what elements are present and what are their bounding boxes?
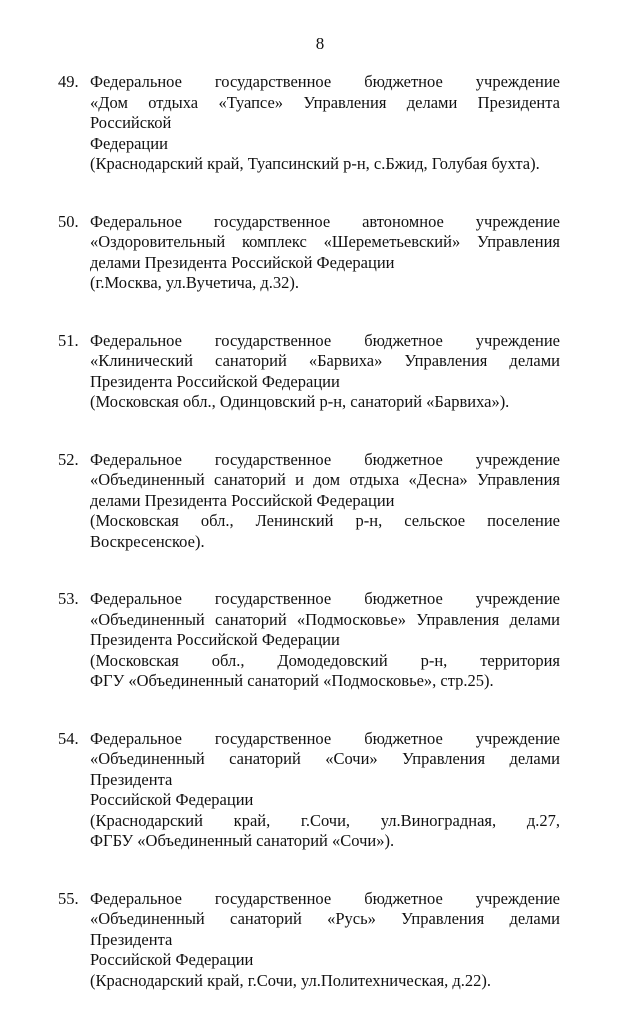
institution-name-line: Федеральное государственное бюджетное учреждение	[90, 589, 560, 608]
institution-name-line: «Объединенный санаторий «Сочи» Управления делами Президента	[90, 749, 560, 789]
list-item	[58, 450, 560, 553]
institution-name-line: «Дом отдыха «Туапсе» Управления делами Президента Российской	[90, 92, 560, 132]
institution-name-line: Президента Российской Федерации	[90, 630, 340, 649]
institution-name-line: Федеральное государственное бюджетное учреждение	[90, 72, 560, 91]
institution-name-line: делами Президента Российской Федерации	[90, 252, 395, 272]
institution-name-line: «Оздоровительный комплекс «Шереметьевский» Управления	[90, 232, 560, 251]
page-number: 8	[315, 34, 325, 53]
address-line: (Краснодарский край, г.Сочи, ул.Виноградная, д.27,	[90, 810, 560, 830]
institution-name-line: Федеральное государственное бюджетное учреждение	[90, 728, 560, 748]
item-number: 55.	[58, 888, 79, 908]
address-line: (Московская обл., Одинцовский р-н, санаторий «Барвиха»).	[90, 392, 510, 411]
institution-name-line: Федерации	[90, 133, 168, 153]
address-line: ФГУ «Объединенный санаторий «Подмосковье», стр.25).	[90, 671, 494, 690]
institution-name-line: Федеральное государственное бюджетное учреждение	[90, 449, 560, 469]
institution-name-line: Российской Федерации	[90, 950, 254, 969]
list-item	[58, 589, 560, 692]
address-line: (Краснодарский край, Туапсинский р-н, с.Бжид, Голубая бухта).	[90, 154, 540, 173]
list-item	[58, 331, 560, 413]
address-line: (Московская обл., Ленинский р-н, сельское поселение	[90, 511, 560, 530]
institution-name-line: «Объединенный санаторий «Подмосковье» Управления делами	[90, 609, 560, 629]
list-item	[58, 72, 560, 175]
entry-list	[58, 72, 560, 1028]
address-line: (Краснодарский край, г.Сочи, ул.Политехническая, д.22).	[90, 970, 492, 990]
institution-name-line: Президента Российской Федерации	[90, 371, 340, 391]
institution-name-line: Российской Федерации	[90, 790, 254, 809]
item-number: 53.	[58, 589, 79, 608]
address-line: (Московская обл., Домодедовский р-н, территория	[90, 650, 560, 670]
institution-name-line: Федеральное государственное бюджетное учреждение	[90, 330, 560, 350]
item-number: 50.	[58, 211, 79, 231]
institution-name-line: Федеральное государственное бюджетное учреждение	[90, 888, 560, 908]
item-number: 49.	[58, 72, 79, 91]
list-item	[58, 212, 560, 294]
item-number: 51.	[58, 330, 79, 350]
institution-name-line: «Объединенный санаторий «Русь» Управления делами Президента	[90, 909, 560, 949]
list-item	[58, 729, 560, 852]
address-line: (г.Москва, ул.Вучетича, д.32).	[90, 273, 300, 292]
institution-name-line: Федеральное государственное автономное учреждение	[90, 211, 560, 231]
address-line: Воскресенское).	[90, 531, 205, 551]
institution-name-line: «Объединенный санаторий и дом отдыха «Десна» Управления	[90, 470, 560, 489]
institution-name-line: «Клинический санаторий «Барвиха» Управления делами	[90, 351, 560, 370]
item-number: 52.	[58, 449, 79, 469]
institution-name-line: делами Президента Российской Федерации	[90, 490, 395, 510]
list-item	[58, 889, 560, 992]
item-number: 54.	[58, 728, 79, 748]
address-line: ФГБУ «Объединенный санаторий «Сочи»).	[90, 831, 395, 850]
